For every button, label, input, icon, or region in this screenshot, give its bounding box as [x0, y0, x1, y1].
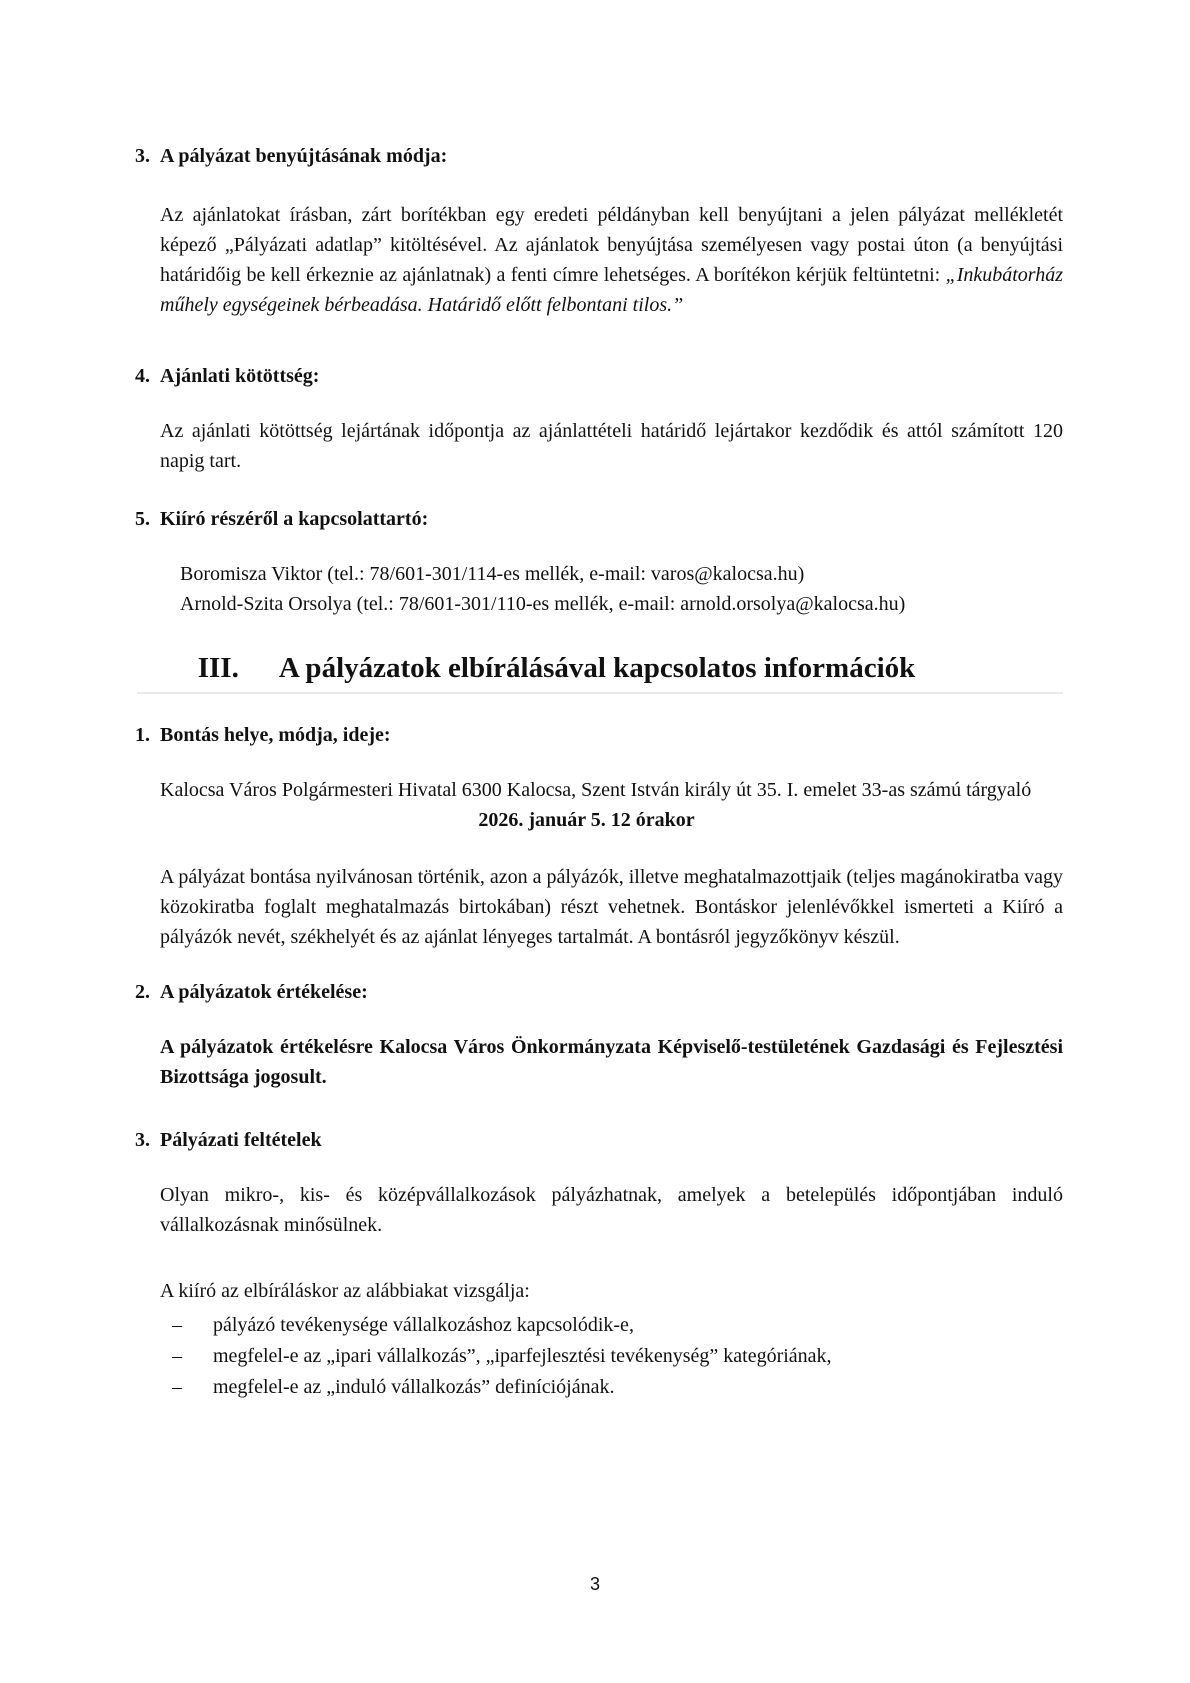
dash-bullet: – — [172, 1376, 182, 1398]
section-number: 2. — [135, 981, 150, 1003]
section-title: Kiíró részéről a kapcsolattartó: — [160, 508, 429, 530]
submission-paragraph — [160, 200, 1063, 320]
evaluation-paragraph: A pályázatok értékelésre Kalocsa Város Önkormányzata Képviselő-testületének Gazdasági és Fejlesztési Bizottsága jogosult. — [160, 1036, 1063, 1088]
section-heading-contact — [135, 504, 1063, 534]
section-heading-submission — [135, 141, 1063, 171]
conditions-paragraph: Olyan mikro-, kis- és középvállalkozások pályázhatnak, amelyek a betelepülés időpontjában induló vállalkozásnak minősülnek. — [160, 1184, 1063, 1236]
section-heading-conditions — [135, 1125, 1063, 1155]
dash-bullet: – — [172, 1345, 182, 1367]
section-number: 1. — [135, 724, 150, 746]
section-title: A pályázat benyújtásának módja: — [160, 145, 448, 167]
contact-line: Boromisza Viktor (tel.: 78/601-301/114-es mellék, e-mail: varos@kalocsa.hu) — [180, 563, 805, 585]
list-item-text: pályázó tevékenysége vállalkozáshoz kapcsolódik-e, — [213, 1314, 634, 1336]
chapter-number: III. — [197, 652, 239, 684]
list-item-text: megfelel-e az „ipari vállalkozás”, „iparfejlesztési tevékenység” kategóriának, — [213, 1345, 832, 1367]
list-item — [172, 1341, 1063, 1372]
section-number: 5. — [135, 508, 150, 530]
list-item — [172, 1372, 1063, 1403]
envelope-label-text: „Inkubátorház műhely egységeinek bérbeadása. Határidő előtt felbontani tilos.” — [160, 264, 1063, 316]
list-item-text: megfelel-e az „induló vállalkozás” definíciójának. — [213, 1376, 615, 1398]
section-title: Pályázati feltételek — [160, 1129, 322, 1151]
section-number: 4. — [135, 365, 150, 387]
opening-venue-paragraph: Kalocsa Város Polgármesteri Hivatal 6300 Kalocsa, Szent István király út 35. I. emelet 33-as számú tárgyaló — [160, 779, 1032, 801]
page-number: 3 — [589, 1574, 600, 1594]
section-heading-opening — [135, 720, 1063, 750]
section-number: 3. — [135, 1129, 150, 1151]
opening-datetime: 2026. január 5. 12 órakor — [478, 809, 695, 831]
list-item — [172, 1310, 1063, 1341]
criteria-intro: A kiíró az elbíráláskor az alábbiakat vizsgálja: — [160, 1280, 530, 1302]
chapter-title: A pályázatok elbírálásával kapcsolatos információk — [278, 652, 916, 684]
section-heading-bid-validity — [135, 361, 1063, 391]
opening-procedure-paragraph: A pályázat bontása nyilvánosan történik, azon a pályázók, illetve meghatalmazottjaik (teljes magánokiratba vagy közokiratba foglalt meghatalmazás birtokában) részt vehetnek. Bontáskor jelenlévőkkel ismerteti a Kiíró a pályázók nevét, székhelyét és az ajánlat lényeges tartalmát. A bontásról jegyzőkönyv készül. — [160, 866, 1064, 948]
chapter-heading — [135, 649, 1063, 687]
section-heading-evaluation — [135, 977, 1063, 1007]
section-title: A pályázatok értékelése: — [160, 981, 368, 1003]
section-title: Bontás helye, módja, ideje: — [160, 724, 391, 746]
contact-list — [180, 559, 1063, 619]
section-number: 3. — [135, 145, 150, 167]
contact-line: Arnold-Szita Orsolya (tel.: 78/601-301/110-es mellék, e-mail: arnold.orsolya@kalocsa.hu) — [180, 593, 906, 615]
section-title: Ajánlati kötöttség: — [160, 365, 320, 387]
bid-validity-paragraph: Az ajánlati kötöttség lejártának időpontja az ajánlattételi határidő lejártakor kezdődik és attól számított 120 napig tart. — [160, 420, 1063, 472]
submission-text: Az ajánlatokat írásban, zárt borítékban egy eredeti példányban kell benyújtani a jelen pályázat mellékletét képező „Pályázati adatlap” kitöltésével. Az ajánlatok benyújtása személyesen vagy postai úton (a benyújtási határidőig be kell érkeznie az ajánlatnak) a fenti címre lehetséges. A borítékon kérjük feltüntetni: — [160, 204, 1063, 286]
dash-bullet: – — [172, 1314, 182, 1336]
criteria-list — [172, 1310, 1063, 1403]
horizontal-rule — [137, 692, 1063, 694]
